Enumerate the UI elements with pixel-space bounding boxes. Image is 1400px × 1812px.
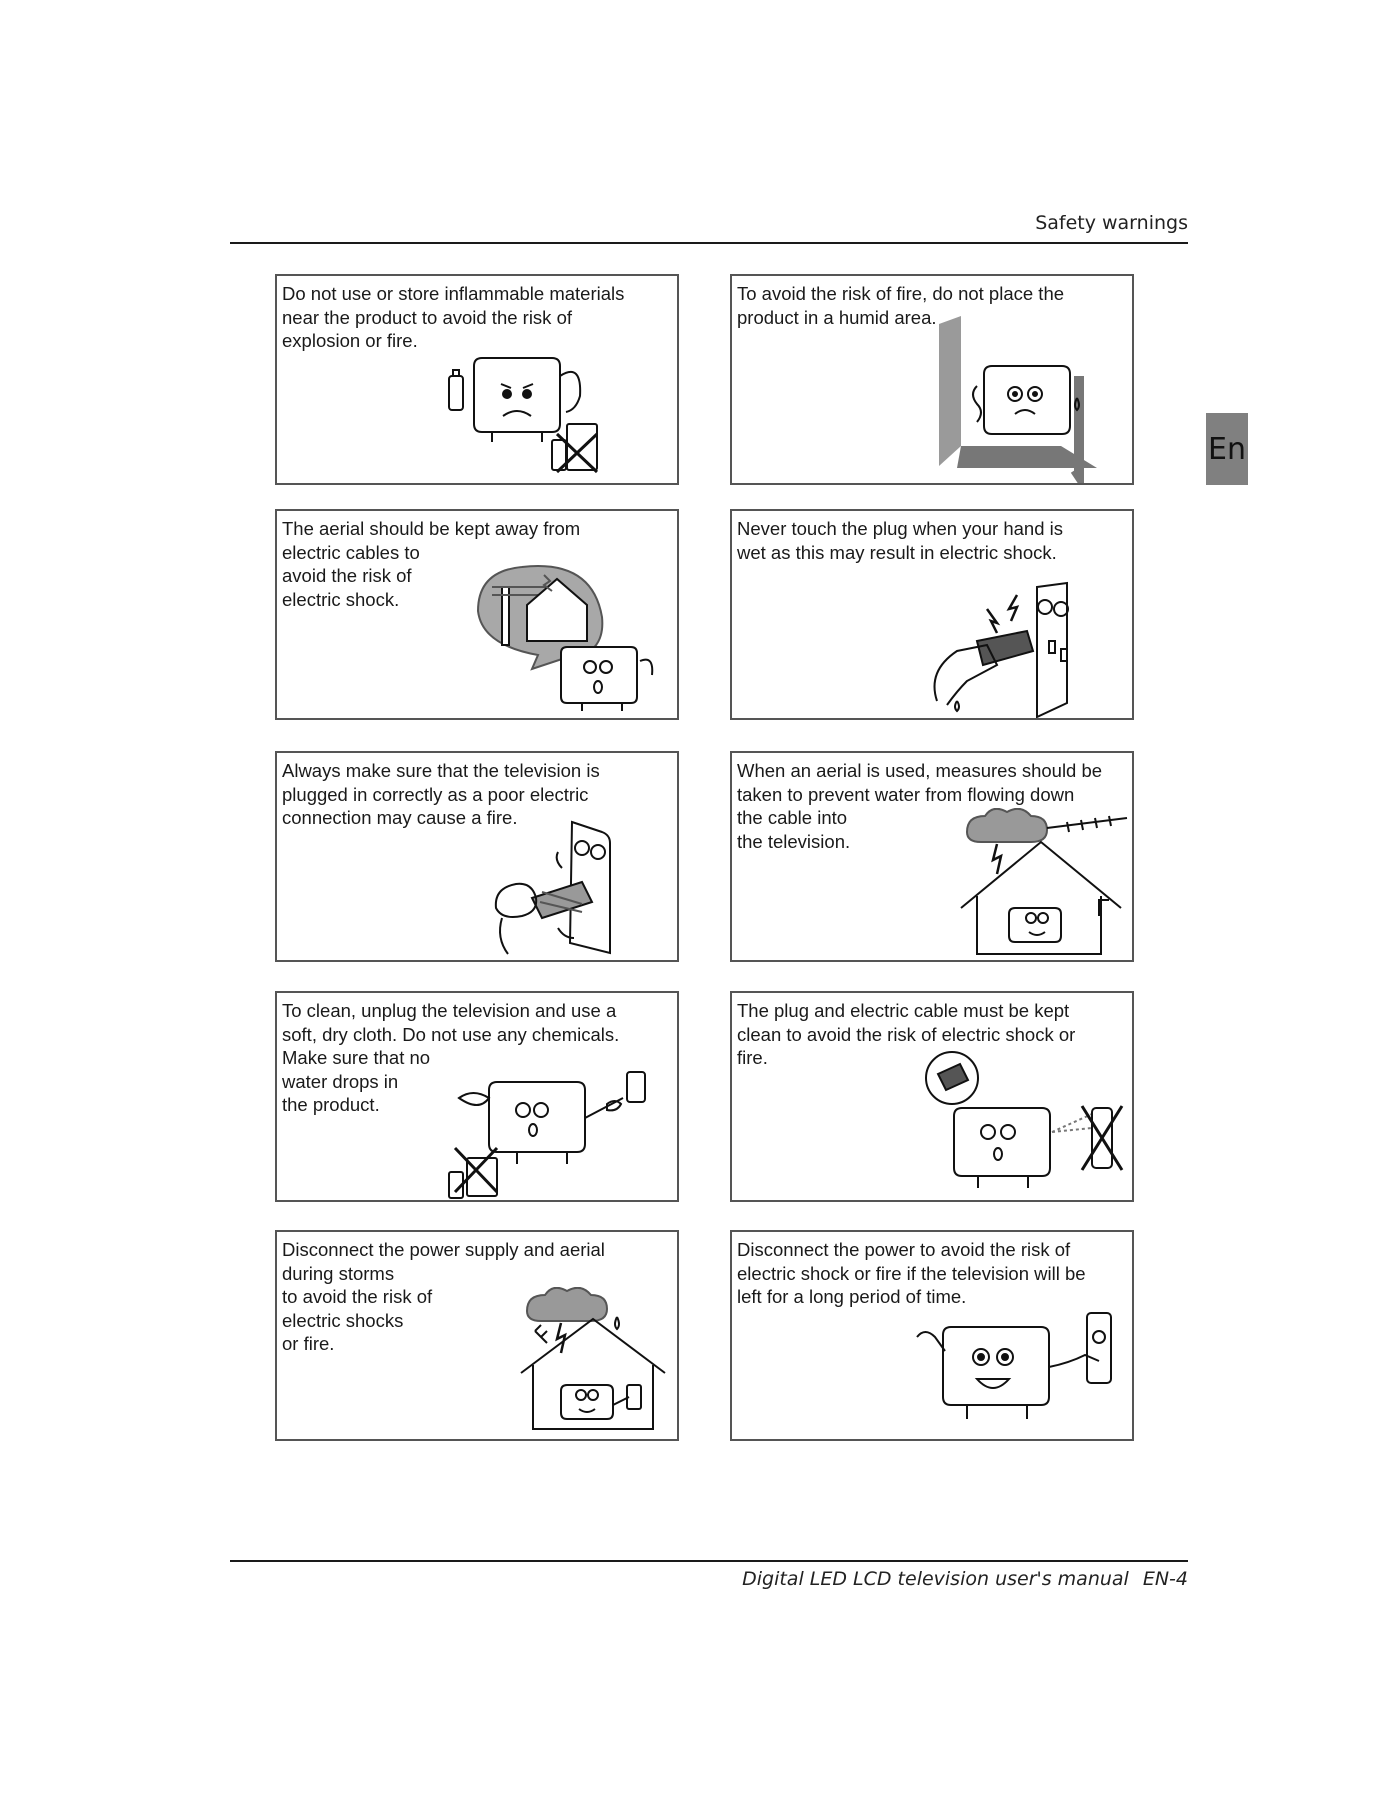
warning-line: clean to avoid the risk of electric shock or	[737, 1023, 1076, 1045]
page-footer	[700, 1568, 1188, 1590]
warning-line: the product.	[282, 1094, 380, 1115]
warning-line: To clean, unplug the television and use a	[282, 1000, 617, 1021]
warning-line: left for a long period of time.	[737, 1286, 967, 1307]
wet-hand-plug-illustration	[917, 581, 1117, 719]
warning-line: electric shocks	[282, 1309, 404, 1331]
warning-panel-aerial-water	[730, 751, 1134, 962]
warning-line: the cable into	[737, 807, 848, 828]
warning-line: or fire.	[282, 1333, 335, 1354]
storm-illustration	[517, 1287, 677, 1440]
warning-line: To avoid the risk of fire, do not place the	[737, 283, 1065, 304]
page-number: EN-4	[1142, 1568, 1188, 1590]
warning-line: avoid the risk of	[282, 565, 412, 586]
warning-line: electric shock or fire if the television will be	[737, 1262, 1086, 1284]
warning-line: Make sure that no	[282, 1047, 431, 1068]
warning-line: near the product to avoid the risk of	[282, 306, 573, 328]
warning-text	[737, 517, 1063, 564]
warning-panel-inflammable	[275, 274, 679, 485]
warning-line: taken to prevent water from flowing down	[737, 783, 1075, 805]
warning-line: Always make sure that the television is	[282, 760, 600, 781]
aerial-water-illustration	[957, 808, 1132, 961]
warning-panel-unplug-long-period	[730, 1230, 1134, 1441]
warning-line: electric cables to	[282, 541, 420, 563]
header-rule	[230, 242, 1188, 244]
footer-rule	[230, 1560, 1188, 1562]
warning-line: Disconnect the power to avoid the risk of	[737, 1239, 1071, 1260]
warning-panel-aerial-cables	[275, 509, 679, 720]
warning-panel-cleaning	[275, 991, 679, 1202]
unplug-long-period-illustration	[907, 1307, 1122, 1440]
warning-line: connection may cause a fire.	[282, 807, 518, 828]
warning-line: the television.	[737, 830, 851, 852]
warning-line: electric shock.	[282, 588, 400, 610]
warning-text	[282, 282, 624, 353]
warning-panel-plug-connection	[275, 751, 679, 962]
warning-line: plugged in correctly as a poor electric	[282, 783, 589, 805]
cleaning-illustration	[437, 1068, 647, 1201]
warning-line: Disconnect the power supply and aerial	[282, 1239, 605, 1260]
warning-line: product in a humid area.	[737, 306, 937, 328]
humid-area-illustration	[937, 316, 1117, 484]
warning-panel-wet-hand	[730, 509, 1134, 720]
plug-connection-illustration	[492, 818, 642, 961]
warning-line: The aerial should be kept away from	[282, 518, 581, 539]
warning-line: The plug and electric cable must be kept	[737, 1000, 1070, 1021]
aerial-cables-illustration	[472, 561, 672, 719]
warning-text	[737, 1238, 1086, 1309]
warning-line: water drops in	[282, 1070, 399, 1092]
warning-panel-clean-plug	[730, 991, 1134, 1202]
language-tab: En	[1206, 413, 1248, 485]
warning-line: explosion or fire.	[282, 330, 418, 351]
warning-panel-humid	[730, 274, 1134, 485]
warning-line: during storms	[282, 1262, 395, 1284]
warning-line: wet as this may result in electric shock.	[737, 541, 1057, 563]
warning-line: When an aerial is used, measures should be	[737, 760, 1103, 781]
inflammable-materials-illustration	[437, 346, 637, 484]
section-title: Safety warnings	[1035, 212, 1188, 234]
clean-plug-illustration	[902, 1048, 1127, 1201]
manual-title: Digital LED LCD television user's manual	[742, 1568, 1129, 1590]
warning-line: soft, dry cloth. Do not use any chemicals.	[282, 1023, 620, 1045]
warning-line: fire.	[737, 1047, 768, 1068]
warning-panel-storm	[275, 1230, 679, 1441]
warning-line: to avoid the risk of	[282, 1286, 433, 1307]
warning-line: Do not use or store inflammable materials	[282, 283, 625, 304]
warning-line: Never touch the plug when your hand is	[737, 518, 1064, 539]
